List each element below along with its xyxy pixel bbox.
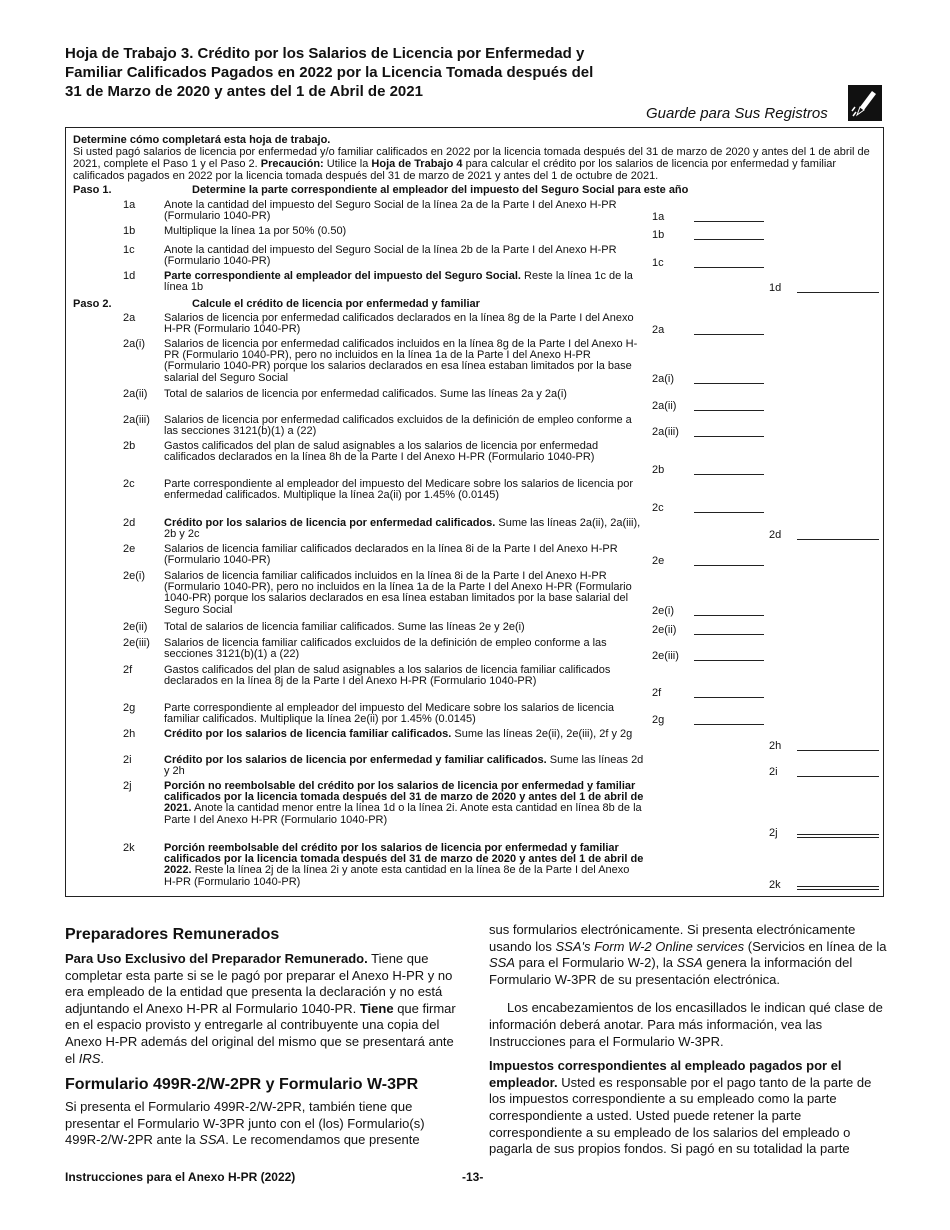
amount-field[interactable] xyxy=(797,539,879,540)
amount-field[interactable] xyxy=(694,436,764,437)
amount-field[interactable] xyxy=(694,383,764,384)
paragraph-text: Tiene que completar esta parte si se le pagó por preparar el Anexo H-PR y no era empleado de la entidad que presenta la declaración y no está adjuntando el Anexo H-PR al Formulario 1040-PR. xyxy=(65,951,453,1016)
line-label: 2g xyxy=(652,713,665,726)
paragraph-italic: SSA's Form W-2 Online services xyxy=(555,938,745,954)
line-number: 2h xyxy=(123,728,136,740)
amount-field[interactable] xyxy=(797,776,879,777)
amount-field[interactable] xyxy=(694,221,764,222)
intro-heading: Determine cómo completará esta hoja de trabajo. xyxy=(73,134,331,146)
line-2a-ii xyxy=(66,389,883,411)
line-label: 2e xyxy=(652,554,665,567)
amount-field[interactable] xyxy=(694,615,764,616)
paragraph-text: sus formularios electrónicamente. Si presenta electrónicamente usando los xyxy=(489,922,856,954)
line-2k xyxy=(66,843,883,890)
line-label: 2a(i) xyxy=(652,372,675,385)
amount-field[interactable] xyxy=(694,239,764,240)
amount-field[interactable] xyxy=(694,267,764,268)
paso2-label: Paso 2. xyxy=(73,298,112,310)
line-description xyxy=(164,755,644,777)
line-description: Salarios de licencia familiar calificados excluidos de la definición de empleo conforme a las secciones 3121(b)(1) a (22) xyxy=(164,637,607,661)
paso1-label: Paso 1. xyxy=(73,184,112,196)
line-number: 2j xyxy=(123,780,132,792)
paragraph-text: . Le recomendamos que presente xyxy=(225,1132,420,1148)
line-bold-text: Porción reembolsable del crédito por los salarios de licencia por enfermedad y familiar calificados por la licencia tomada después del 31 de marzo de 2020 y antes del 1 de abril de 2022. xyxy=(164,842,644,877)
line-bold-text: Parte correspondiente al empleador del impuesto del Seguro Social. xyxy=(164,270,521,282)
line-number: 2a(i) xyxy=(123,338,146,350)
line-description: Salarios de licencia familiar calificados declarados en la línea 8i de la Parte I del Anexo H-PR (Formulario 1040-PR) xyxy=(164,543,618,567)
line-2e-iii xyxy=(66,638,883,661)
line-description: Parte correspondiente al empleador del impuesto del Medicare sobre los salarios de licencia familiar calificados. Multiplique la línea 2e(ii) por 1.45% (0.0145) xyxy=(164,702,615,726)
line-number: 1a xyxy=(123,199,136,211)
line-number: 2d xyxy=(123,517,136,529)
paragraph-text: (Servicios en línea de la xyxy=(747,938,887,954)
line-2e-i xyxy=(66,571,883,616)
line-number: 2b xyxy=(123,440,136,452)
line-label: 2j xyxy=(769,826,778,839)
worksheet-intro xyxy=(73,134,879,182)
line-number: 2a(ii) xyxy=(123,388,148,400)
paso1-title: Determine la parte correspondiente al empleador del impuesto del Seguro Social para este año xyxy=(192,184,689,196)
line-number: 2a(iii) xyxy=(123,414,150,426)
line-number: 1d xyxy=(123,270,136,282)
line-1b xyxy=(66,226,883,240)
line-2i xyxy=(66,755,883,777)
line-description: Salarios de licencia por enfermedad calificados incluidos en la línea 8g de la Parte I del Anexo H-PR (Formulario 1040-PR), pero no incluidos en la línea 1a de la Parte I del Anexo H-PR (Formulario 1040-PR) porque los salarios declarados en esa línea estaban limitados por la base salarial del Seguro Social xyxy=(164,338,638,384)
line-text: Reste la línea 2j de la línea 2i y anote esta cantidad en la línea 8e de la Parte I del Anexo H-PR (Formulario 1040-PR) xyxy=(164,864,630,888)
line-description xyxy=(164,781,644,826)
line-number: 1b xyxy=(123,225,136,237)
line-2c xyxy=(66,479,883,513)
line-label: 2h xyxy=(769,739,782,752)
line-label: 2e(i) xyxy=(652,604,675,617)
right-column xyxy=(489,922,887,1166)
line-label: 2a xyxy=(652,323,665,336)
amount-field[interactable] xyxy=(694,660,764,661)
paragraph-bold: Tiene xyxy=(359,1000,394,1016)
line-label: 2a(iii) xyxy=(652,425,679,438)
line-label: 1d xyxy=(769,281,782,294)
heading-paid-preparers: Preparadores Remunerados xyxy=(65,926,280,943)
line-bold-text: Crédito por los salarios de licencia por enfermedad y familiar calificados. xyxy=(164,754,547,766)
line-bold-text: Crédito por los salarios de licencia por enfermedad calificados. xyxy=(164,517,496,529)
worksheet-box xyxy=(65,127,884,897)
line-label: 2e(ii) xyxy=(652,623,677,636)
line-number: 2k xyxy=(123,842,135,854)
line-label: 2b xyxy=(652,463,665,476)
line-description: Salarios de licencia familiar calificados incluidos en la línea 8i de la Parte I del Anexo H-PR (Formulario 1040-PR), pero no incluidos en la línea 1a de la Parte I del Anexo H-PR (Formulario 1040-PR) porque los salarios declarados en esa línea estaban limitados por la base salarial del Seguro Social xyxy=(164,570,632,616)
line-2e-ii xyxy=(66,622,883,635)
paragraph-headings: Los encabezamientos de los encasillados le indican qué clase de información deberá anotar. Para más información, vea las Instrucciones para el Formulario W-3PR. xyxy=(489,1000,883,1049)
paragraph-employee-taxes xyxy=(489,1058,887,1158)
amount-field[interactable] xyxy=(694,697,764,698)
amount-field[interactable] xyxy=(694,724,764,725)
intro-text-3: para calcular el crédito por los salarios de licencia por enfermedad y familiar calificados pagados en 2022 por la licencia tomada después del 31 de marzo de 2021 y antes del 1 de octubre de 2021. xyxy=(73,158,837,182)
line-description: Salarios de licencia por enfermedad calificados declarados en la línea 8g de la Parte I del Anexo H-PR (Formulario 1040-PR) xyxy=(164,312,634,336)
line-description: Parte correspondiente al empleador del impuesto del Medicare sobre los salarios de licencia por enfermedad calificados. Multiplique la línea 2a(ii) por 1.45% (0.0145) xyxy=(164,478,633,502)
line-text: Sume las líneas 2e(ii), 2e(iii), 2f y 2g xyxy=(454,728,633,740)
intro-text-1: Si usted pagó salarios de licencia por enfermedad y/o familiar calificados en 2022 por la licencia tomada después del 31 de marzo de 2020 y antes del 1 de abril de 2021, complete el Paso 1 y el Paso 2. xyxy=(73,146,870,170)
line-number: 2c xyxy=(123,478,135,490)
line-2h xyxy=(66,729,883,751)
amount-field[interactable] xyxy=(694,512,764,513)
paragraph-bold: Impuestos correspondientes al empleado pagados por el empleador. xyxy=(489,1058,842,1090)
paragraph-text: para el Formulario W-2), la xyxy=(518,955,674,971)
line-2d xyxy=(66,518,883,540)
amount-field[interactable] xyxy=(694,410,764,411)
line-description: Multiplique la línea 1a por 50% (0.50) xyxy=(164,225,347,237)
line-bold-text: Crédito por los salarios de licencia familiar calificados. xyxy=(164,728,452,740)
paragraph-text: que firmar en el espacio provisto y entregarle al contribuyente una copia del Anexo H-PR además del original del mismo que se presentará ante el xyxy=(65,1000,456,1066)
amount-field[interactable] xyxy=(797,834,879,838)
paragraph-bold: Para Uso Exclusivo del Preparador Remunerado. xyxy=(65,951,368,966)
heading-forms: Formulario 499R-2/W-2PR y Formulario W-3PR xyxy=(65,1076,419,1094)
line-label: 2a(ii) xyxy=(652,399,677,412)
left-column xyxy=(65,925,463,1157)
line-1c xyxy=(66,245,883,268)
line-2a-iii xyxy=(66,415,883,437)
worksheet-title: Hoja de Trabajo 3. Crédito por los Salarios de Licencia por Enfermedad y Familiar Calificados Pagados en 2022 por la Licencia Tomada después del 31 de Marzo de 2020 y antes del 1 de Abril de 2021 xyxy=(65,45,594,100)
amount-field[interactable] xyxy=(797,750,879,751)
line-description: Total de salarios de licencia familiar calificados. Sume las líneas 2e y 2e(i) xyxy=(164,621,525,633)
line-number: 2i xyxy=(123,754,132,766)
line-description: Gastos calificados del plan de salud asignables a los salarios de licencia familiar calificados declarados en la línea 8j de la Parte I del Anexo H-PR (Formulario 1040-PR) xyxy=(164,664,611,688)
intro-ws4: Hoja de Trabajo 4 xyxy=(371,158,463,170)
line-number: 2g xyxy=(123,702,136,714)
line-description: Salarios de licencia por enfermedad calificados excluidos de la definición de empleo conforme a las secciones 3121(b)(1) a (22) xyxy=(164,414,632,438)
line-text: Reste la línea 1c de la línea 1b xyxy=(164,270,633,294)
paragraph-italic: SSA xyxy=(489,955,516,971)
intro-precaution-label: Precaución: xyxy=(260,158,324,170)
line-description: Anote la cantidad del impuesto del Seguro Social de la línea 2a de la Parte I del Anexo H-PR (Formulario 1040-PR) xyxy=(164,199,617,223)
line-2j xyxy=(66,781,883,838)
line-label: 2k xyxy=(769,878,781,891)
line-text: Sume las líneas 2d y 2h xyxy=(164,754,644,778)
line-text: Anote la cantidad menor entre la línea 1d o la línea 2i. Anote esta cantidad en línea 8b de la Parte I del Anexo H-PR (Formulario 1040-PR) xyxy=(164,802,642,826)
paragraph-text: Si presenta el Formulario 499R-2/W-2PR, también tiene que presentar el Formulario W-3PR junto con el (los) Formulario(s) 499R-2/W-2PR ante la xyxy=(65,1099,425,1148)
intro-text-2: Utilice la xyxy=(326,158,369,170)
line-description: Anote la cantidad del impuesto del Seguro Social de la línea 2b de la Parte I del Anexo H-PR (Formulario 1040-PR) xyxy=(164,244,617,268)
amount-field[interactable] xyxy=(694,565,764,566)
paragraph-italic: SSA xyxy=(676,955,703,971)
line-text: Sume las líneas 2a(ii), 2a(iii), 2b y 2c xyxy=(164,517,641,541)
paragraph-text: Usted es responsable por el pago tanto de la parte de los impuestos correspondiente a su empleado como la parte correspondiente a usted. Usted puede retener la parte correspondiente a su empleado de los salarios del empleado o pagarla de sus propios fondos. Si pagó en su totalidad la parte xyxy=(489,1074,872,1157)
keep-for-records-label: Guarde para Sus Registros xyxy=(646,105,828,122)
amount-field[interactable] xyxy=(694,634,764,635)
line-2a xyxy=(66,313,883,335)
line-2e xyxy=(66,544,883,566)
line-number: 1c xyxy=(123,244,135,256)
pencil-icon xyxy=(848,85,882,121)
line-description: Gastos calificados del plan de salud asignables a los salarios de licencia por enfermedad calificados declarados en la línea 8h de la Parte I del Anexo H-PR (Formulario 1040-PR) xyxy=(164,440,599,464)
paragraph-electronic xyxy=(489,922,887,988)
line-label: 2i xyxy=(769,765,778,778)
line-number: 2e(ii) xyxy=(123,621,148,633)
amount-field[interactable] xyxy=(797,292,879,293)
paragraph-text: genera la información del Formulario W-3PR de su presentación electrónica. xyxy=(489,955,853,987)
paragraph-forms xyxy=(65,1099,463,1149)
line-number: 2f xyxy=(123,664,133,676)
line-number: 2a xyxy=(123,312,136,324)
amount-field[interactable] xyxy=(797,886,879,890)
page-number: -13- xyxy=(462,1170,484,1184)
line-2b xyxy=(66,441,883,475)
line-1a xyxy=(66,200,883,222)
line-number: 2e(i) xyxy=(123,570,146,582)
paragraph-italic: SSA xyxy=(199,1132,226,1148)
paso2-title: Calcule el crédito de licencia por enfermedad y familiar xyxy=(192,298,480,310)
line-bold-text: Porción no reembolsable del crédito por los salarios de licencia por enfermedad y familiar calificados por la licencia tomada después del 31 de marzo de 2020 y antes del 1 de abril de 2021. xyxy=(164,780,644,815)
amount-field[interactable] xyxy=(694,334,764,335)
line-description xyxy=(164,518,644,540)
line-number: 2e(iii) xyxy=(123,637,150,649)
amount-field[interactable] xyxy=(694,474,764,475)
paragraph-italic: IRS xyxy=(78,1050,101,1066)
line-label: 2d xyxy=(769,528,782,541)
line-number: 2e xyxy=(123,543,136,555)
line-2a-i xyxy=(66,339,883,384)
line-1d xyxy=(66,271,883,293)
line-label: 1a xyxy=(652,210,665,223)
line-2g xyxy=(66,703,883,725)
line-label: 2f xyxy=(652,686,662,699)
line-description xyxy=(164,729,644,740)
paragraph-preparer xyxy=(65,951,463,1067)
line-label: 1c xyxy=(652,256,664,269)
line-label: 2c xyxy=(652,501,664,514)
line-label: 2e(iii) xyxy=(652,649,679,662)
line-2f xyxy=(66,665,883,698)
line-label: 1b xyxy=(652,228,665,241)
footer-document-title: Instrucciones para el Anexo H-PR (2022) xyxy=(65,1170,296,1184)
line-description xyxy=(164,843,644,888)
paragraph-text: . xyxy=(100,1050,105,1066)
line-description: Total de salarios de licencia por enfermedad calificados. Sume las líneas 2a y 2a(i) xyxy=(164,388,567,400)
line-description xyxy=(164,271,644,293)
